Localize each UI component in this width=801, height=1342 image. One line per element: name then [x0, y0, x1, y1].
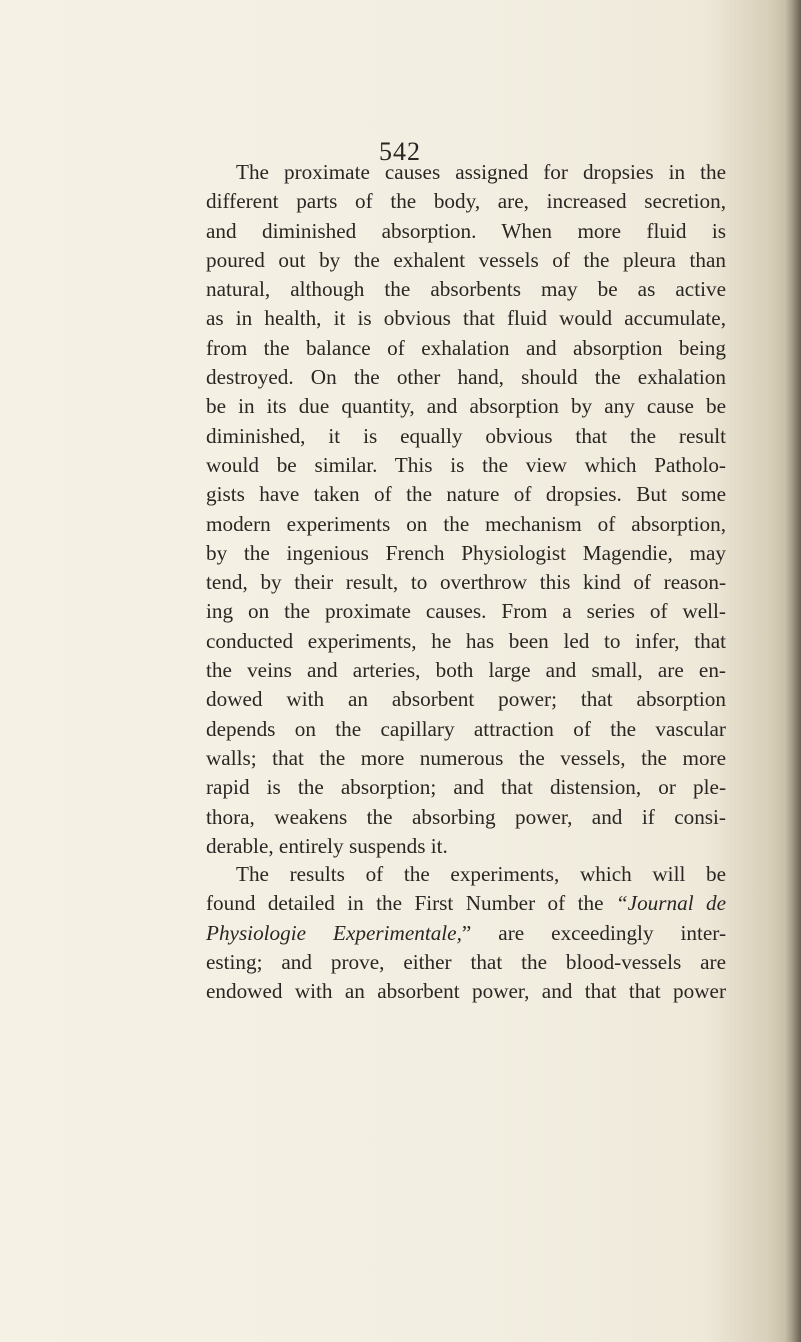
text-line: walls; that the more numerous the vessels, the more	[206, 745, 726, 770]
journal-title-end: Physiologie Experimentale,	[206, 920, 462, 945]
text-line: diminished, it is equally obvious that the result	[206, 423, 726, 448]
text-line: esting; and prove, either that the blood-vessels are	[206, 949, 726, 974]
text-line: and diminished absorption. When more fluid is	[206, 218, 726, 243]
text-line: endowed with an absorbent power, and that that power	[206, 979, 726, 1004]
journal-title-start: “Journal de	[615, 891, 726, 916]
text-line: rapid is the absorption; and that distension, or ple-	[206, 775, 726, 800]
text-line: thora, weakens the absorbing power, and if consi-	[206, 804, 726, 829]
text-line: from the balance of exhalation and absorption being	[206, 335, 726, 360]
text-line	[206, 919, 726, 948]
text-fragment: found detailed in the First Number of the	[206, 891, 616, 916]
text-line: as in health, it is obvious that fluid would accumulate,	[206, 306, 726, 331]
paragraph-1	[206, 158, 726, 861]
text-line: would be similar. This is the view which Patholo-	[206, 452, 726, 477]
text-line: The results of the experiments, which will be	[236, 862, 726, 886]
text-line	[206, 889, 726, 918]
text-line: be in its due quantity, and absorption by any cause be	[206, 394, 726, 419]
text-line: poured out by the exhalent vessels of the pleura than	[206, 247, 726, 272]
text-line: by the ingenious French Physiologist Magendie, may	[206, 540, 726, 565]
text-line: tend, by their result, to overthrow this kind of reason-	[206, 570, 726, 595]
text-line: gists have taken of the nature of dropsies. But some	[206, 482, 726, 507]
text-fragment: ” are exceedingly inter-	[461, 920, 726, 945]
text-line: destroyed. On the other hand, should the exhalation	[206, 365, 726, 390]
page-edge-shadow	[785, 0, 801, 1342]
text-line: ing on the proximate causes. From a series of well-	[206, 599, 726, 624]
text-line: the veins and arteries, both large and small, are en-	[206, 658, 726, 683]
text-line: depends on the capillary attraction of the vascular	[206, 716, 726, 741]
text-line: derable, entirely suspends it.	[206, 833, 448, 858]
paragraph-2	[206, 860, 726, 1006]
page-number: 542	[379, 137, 421, 166]
text-line: different parts of the body, are, increased secretion,	[206, 189, 726, 214]
text-line: conducted experiments, he has been led to infer, that	[206, 628, 726, 653]
text-line: The proximate causes assigned for dropsies in the	[236, 160, 726, 184]
text-line: natural, although the absorbents may be as active	[206, 277, 726, 302]
text-line: dowed with an absorbent power; that absorption	[206, 687, 726, 712]
text-line: modern experiments on the mechanism of absorption,	[206, 511, 726, 536]
